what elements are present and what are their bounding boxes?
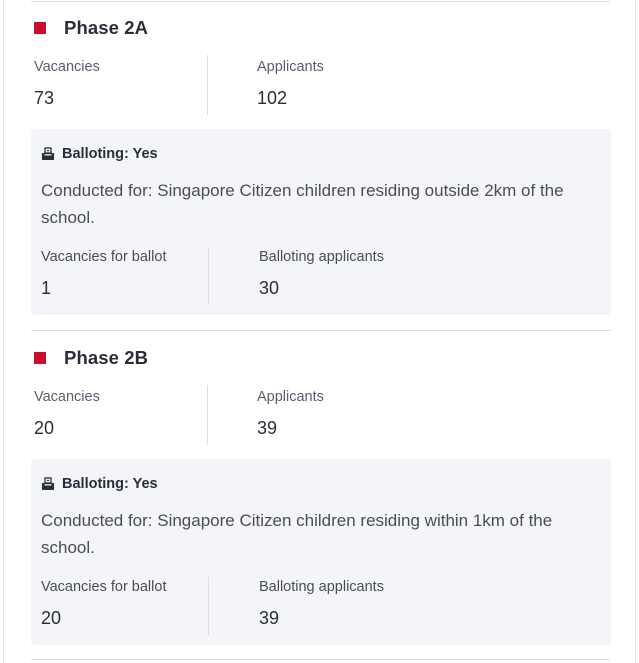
vacancies-label: Vacancies: [34, 59, 100, 75]
ballot-applicants-stat: [209, 247, 384, 305]
balloting-box: [31, 459, 611, 645]
balloting-description: Conducted for: Singapore Citizen children residing within 1km of the school.: [41, 511, 553, 557]
vacancies-label: Vacancies: [34, 389, 100, 405]
applicants-stat: [208, 385, 324, 445]
phase-title: Phase 2B: [64, 347, 149, 368]
bottom-divider: [31, 659, 610, 660]
applicants-value: 102: [257, 88, 288, 108]
balloting-box: [31, 129, 611, 315]
phase-stats: [31, 385, 611, 445]
vacancies-value: 73: [34, 88, 55, 108]
vacancies-stat: [31, 385, 208, 445]
phase-list-panel: [3, 0, 636, 663]
ballot-vacancies-label: Vacancies for ballot: [41, 579, 167, 595]
phase-marker-square: [34, 22, 46, 34]
balloting-header: [41, 473, 601, 495]
balloting-status: Balloting: Yes: [62, 476, 158, 492]
ballot-box-icon: [41, 147, 55, 161]
ballot-vacancies-label: Vacancies for ballot: [41, 249, 167, 265]
ballot-vacancies-value: 20: [41, 608, 62, 628]
balloting-header: [41, 143, 601, 165]
ballot-vacancies-value: 1: [41, 278, 52, 298]
balloting-stats: [41, 577, 601, 635]
phase-stats: [31, 55, 611, 115]
ballot-vacancies-stat: [41, 247, 209, 305]
balloting-status: Balloting: Yes: [62, 146, 158, 162]
ballot-box-icon: [41, 477, 55, 491]
balloting-description: Conducted for: Singapore Citizen children residing outside 2km of the school.: [41, 181, 564, 227]
phase-header: [31, 331, 611, 385]
ballot-applicants-value: 30: [259, 278, 280, 298]
phase-title: Phase 2A: [64, 17, 149, 38]
ballot-applicants-value: 39: [259, 608, 280, 628]
ballot-applicants-label: Balloting applicants: [259, 249, 384, 265]
applicants-value: 39: [257, 418, 278, 438]
vacancies-stat: [31, 55, 208, 115]
applicants-label: Applicants: [257, 59, 324, 75]
phase-card-2b: [31, 330, 611, 645]
phase-marker-square: [34, 352, 46, 364]
phase-card-2a: [31, 1, 611, 315]
applicants-stat: [208, 55, 324, 115]
phase-header: [31, 1, 611, 55]
ballot-vacancies-stat: [41, 577, 209, 635]
vacancies-value: 20: [34, 418, 55, 438]
ballot-applicants-stat: [209, 577, 384, 635]
applicants-label: Applicants: [257, 389, 324, 405]
balloting-stats: [41, 247, 601, 305]
ballot-applicants-label: Balloting applicants: [259, 579, 384, 595]
